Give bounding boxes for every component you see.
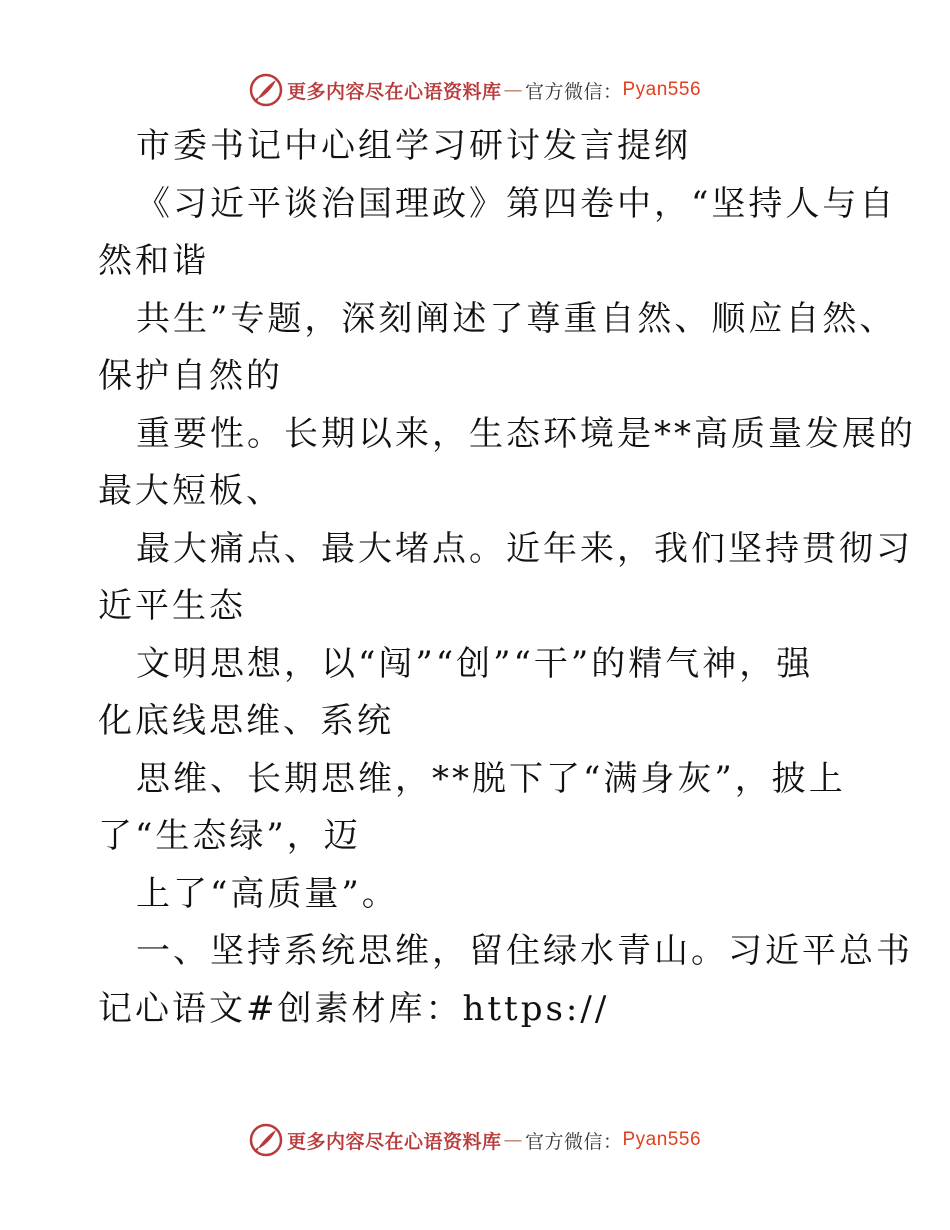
banner-separator: —: [503, 79, 523, 101]
text-line: 共生”专题，深刻阐述了尊重自然、顺应自然、: [136, 298, 897, 339]
banner-wechat-label: 官方微信：: [524, 80, 623, 103]
section-heading-line: 一、坚持系统思维，留住绿水青山。习近平总书: [136, 931, 913, 971]
banner-brand-text: 更多内容尽在心语资料库: [286, 1130, 502, 1153]
banner-wechat-label: 官方微信：: [524, 1130, 623, 1153]
document-title: 市委书记中心组学习研讨发言提纲: [136, 126, 691, 166]
text-line: 思维、长期思维，**脱下了“满身灰”，披上: [136, 758, 846, 799]
document-body: [98, 118, 916, 1038]
text-line: 最大痛点、最大堵点。近年来，我们坚持贯彻习: [136, 528, 913, 569]
feather-pen-icon: [249, 73, 283, 107]
text-line: 了“生态绿”，迈: [98, 816, 361, 856]
banner-separator: —: [503, 1129, 523, 1151]
text-line: 文明思想，以“闯”“创”“干”的精气神，强: [136, 643, 814, 684]
banner-wechat-id: Pyan556: [622, 79, 702, 100]
text-line: 《习近平谈治国理政》第四卷中，“坚持人与自: [136, 183, 897, 224]
text-line: 近平生态: [98, 586, 246, 626]
text-line: 然和谐: [98, 241, 209, 281]
text-line: 保护自然的: [98, 356, 283, 396]
feather-pen-icon: [249, 1123, 283, 1157]
text-line: 重要性。长期以来，生态环境是**高质量发展的: [136, 413, 916, 454]
footer-watermark: [0, 1120, 950, 1160]
banner-wechat-id: Pyan556: [622, 1129, 702, 1150]
text-line: 记心语文#创素材库：https://: [98, 988, 610, 1029]
banner-brand-text: 更多内容尽在心语资料库: [286, 80, 502, 103]
text-line: 最大短板、: [98, 471, 283, 511]
header-watermark: [0, 70, 950, 110]
text-line: 上了“高质量”。: [136, 873, 399, 914]
text-line: 化底线思维、系统: [98, 701, 394, 741]
